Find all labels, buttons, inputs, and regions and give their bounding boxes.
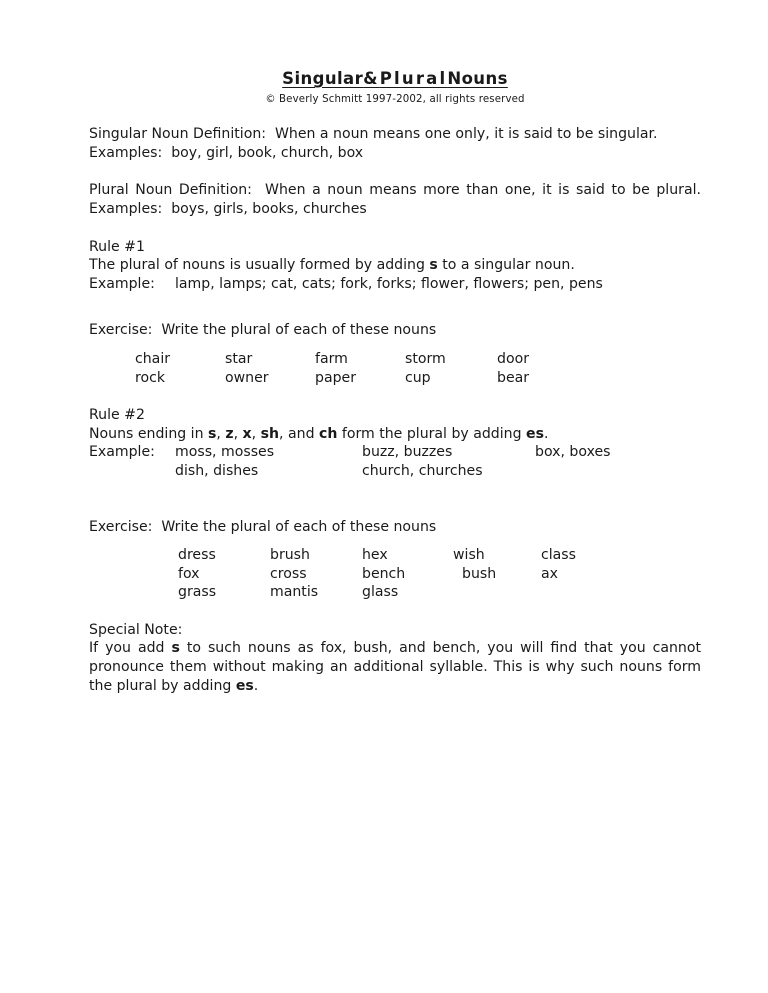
spacer	[89, 162, 701, 181]
rule1-example-text: lamp, lamps; cat, cats; fork, forks; flower, flowers; pen, pens	[175, 275, 603, 292]
rule2-sep: ,	[233, 425, 243, 442]
special-note-heading: Special Note:	[89, 621, 183, 638]
rule2-sep: ,	[251, 425, 261, 442]
word-cell: owner	[225, 369, 269, 386]
rule1-word-grid	[89, 350, 701, 387]
special-note-text-1: If you add	[89, 640, 172, 657]
special-note-bold-s: s	[171, 640, 180, 657]
rule2-statement-before: Nouns ending in	[89, 425, 209, 442]
word-cell: ax	[541, 565, 558, 582]
rule2-example-row	[89, 462, 701, 481]
spacer	[89, 106, 701, 125]
singular-definition-line1: Singular Noun Definition: When a noun means one only, it is said to be singular.	[89, 126, 658, 143]
word-cell: grass	[178, 584, 217, 601]
page-title-word-plural: Plural	[379, 69, 448, 88]
rule1-example-label: Example:	[89, 275, 155, 292]
word-cell: star	[225, 350, 253, 367]
word-cell: wish	[453, 547, 485, 564]
spacer	[89, 387, 701, 406]
word-cell: cross	[270, 565, 307, 582]
singular-definition-examples: Examples: boy, girl, book, church, box	[89, 144, 364, 161]
rule2-bold-x: x	[242, 425, 252, 442]
word-cell: glass	[362, 584, 399, 601]
word-cell: mantis	[270, 584, 319, 601]
example-cell: buzz, buzzes	[362, 444, 453, 461]
word-cell: bench	[362, 565, 406, 582]
rule1-statement-after: to a singular noun.	[437, 257, 575, 274]
word-grid-row	[89, 350, 701, 369]
page-title-text	[282, 69, 508, 88]
word-cell: bush	[462, 565, 497, 582]
rule2-statement	[89, 425, 701, 444]
word-grid-row	[89, 565, 701, 584]
word-cell: hex	[362, 547, 388, 564]
rule2-bold-ch: ch	[319, 425, 338, 442]
spacer	[89, 481, 701, 518]
word-grid-row	[89, 369, 701, 388]
example-cell: moss, mosses	[175, 444, 275, 461]
example-cell: church, churches	[362, 462, 483, 479]
example-cell: dish, dishes	[175, 462, 259, 479]
rule1-statement-before: The plural of nouns is usually formed by adding	[89, 257, 430, 274]
word-cell: rock	[135, 369, 166, 386]
special-note-text-3: .	[253, 677, 259, 694]
rule2-exercise-instruction: Exercise: Write the plural of each of these nouns	[89, 518, 437, 535]
page-title-word-singular: Singular	[282, 69, 364, 88]
word-cell: dress	[178, 547, 216, 564]
word-cell: paper	[315, 369, 356, 386]
word-cell: door	[497, 350, 529, 367]
rule1-example-row	[89, 275, 701, 294]
spacer	[89, 219, 701, 238]
rule1-statement	[89, 256, 701, 275]
word-cell: brush	[270, 547, 310, 564]
spacer	[89, 602, 701, 621]
word-cell: storm	[405, 350, 446, 367]
word-cell: fox	[178, 565, 200, 582]
word-cell: cup	[405, 369, 431, 386]
example-cell: box, boxes	[535, 444, 611, 461]
special-note-body	[89, 639, 706, 695]
plural-definition-paragraph: Plural Noun Definition: When a noun means more than one, it is said to be plural. Examples: boys, girls, books, churches	[89, 182, 710, 217]
spacer	[89, 340, 701, 350]
rule1-exercise-instruction: Exercise: Write the plural of each of these nouns	[89, 322, 437, 339]
rule2-bold-z: z	[225, 425, 234, 442]
special-note-bold-es: es	[235, 677, 254, 694]
word-grid-row	[89, 546, 701, 565]
word-cell: chair	[135, 350, 171, 367]
word-cell: bear	[497, 369, 530, 386]
rule2-statement-after: .	[543, 425, 549, 442]
copyright-notice: © Beverly Schmitt 1997-2002, all rights reserved	[265, 93, 525, 105]
rule2-example-label: Example:	[89, 444, 155, 461]
page-title	[89, 70, 701, 89]
spacer	[89, 293, 701, 321]
rule2-sep: , and	[279, 425, 320, 442]
special-note-text-2: to such nouns as fox, bush, and bench, you will find that you cannot pronounce them without making an additional syllable. This is why such nouns form the plural by adding	[89, 640, 706, 694]
rule2-bold-es: es	[526, 425, 544, 442]
document-body	[89, 69, 710, 695]
word-cell: farm	[315, 350, 348, 367]
rule1-statement-bold-s: s	[429, 257, 438, 274]
rule2-bold-s: s	[208, 425, 217, 442]
page-title-word-nouns: Nouns	[447, 69, 508, 88]
page-title-ampersand: &	[363, 69, 380, 88]
spacer	[89, 536, 701, 546]
rule2-word-grid	[89, 546, 701, 602]
rule2-heading: Rule #2	[89, 407, 145, 424]
word-grid-row	[89, 583, 701, 602]
rule2-example-row	[89, 443, 701, 462]
rule1-heading: Rule #1	[89, 238, 145, 255]
rule2-sep: ,	[216, 425, 226, 442]
rule2-bold-sh: sh	[260, 425, 280, 442]
word-cell: class	[541, 547, 576, 564]
rule2-statement-mid: form the plural by adding	[337, 425, 527, 442]
